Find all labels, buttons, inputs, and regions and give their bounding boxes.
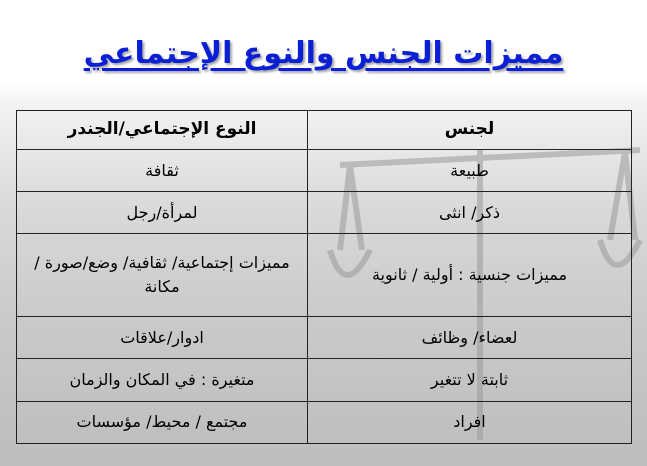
cell-gender: ادوار/علاقات [17,317,308,359]
cell-sex: ذكر/ انثى [308,192,632,234]
cell-gender: ثقافة [17,150,308,192]
cell-sex: لعضاء/ وظائف [308,317,632,359]
header-sex: لجنس [308,111,632,150]
cell-sex: ثابتة لا تتغير [308,359,632,401]
table-row [17,192,632,234]
table-row [17,317,632,359]
header-gender: النوع الإجتماعي/الجندر [17,111,308,150]
table-row [17,359,632,401]
cell-gender: متغيرة : في المكان والزمان [17,359,308,401]
cell-gender: لمرأة/رجل [17,192,308,234]
table-row [17,234,632,317]
slide-title: مميزات الجنس والنوع الإجتماعي [83,36,564,71]
comparison-table [16,110,632,444]
cell-sex: طبيعة [308,150,632,192]
cell-gender: مميزات إجتماعية/ ثقافية/ وضع/صورة /مكانة [17,234,308,317]
table-row [17,150,632,192]
cell-sex: افراد [308,401,632,443]
cell-sex: مميزات جنسية : أولية / ثانوية [308,234,632,317]
table-row [17,401,632,443]
table-header-row [17,111,632,150]
cell-gender: مجتمع / محيط/ مؤسسات [17,401,308,443]
